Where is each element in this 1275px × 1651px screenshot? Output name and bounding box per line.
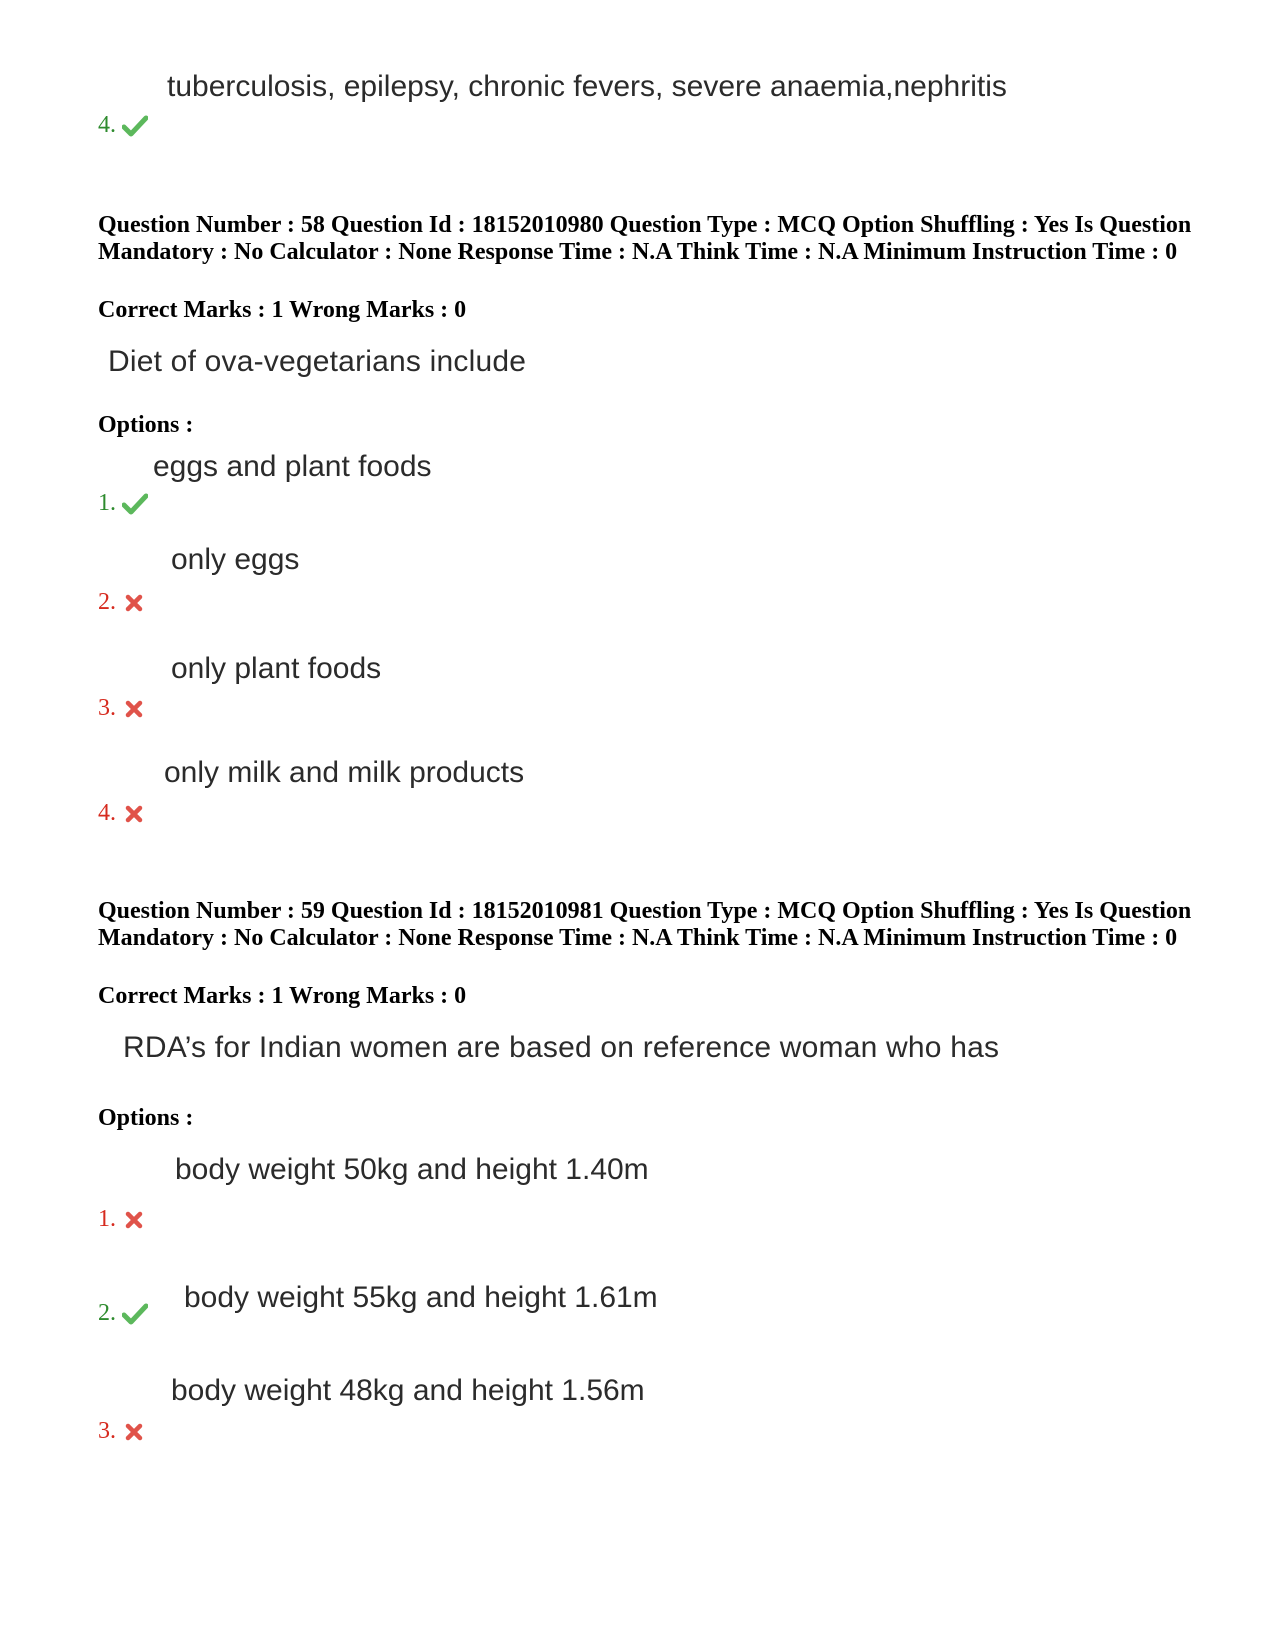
option-number: 1. — [98, 490, 116, 516]
question-meta: Question Number : 58 Question Id : 18152010980 Question Type : MCQ Option Shuffling : Yes Is Question Mandatory : No Calculator : None Response Time : N.A Think Time : N.A Minimum Instruction Time : 0 — [98, 212, 1192, 265]
option-number-wrong — [98, 695, 148, 722]
option-text: only eggs — [171, 543, 300, 576]
option-text: body weight 48kg and height 1.56m — [171, 1374, 645, 1407]
question-text: RDA’s for Indian women are based on reference woman who has — [123, 1031, 1000, 1064]
question-meta: Question Number : 59 Question Id : 18152010981 Question Type : MCQ Option Shuffling : Yes Is Question Mandatory : No Calculator : None Response Time : N.A Think Time : N.A Minimum Instruction Time : 0 — [98, 898, 1192, 951]
question-marks: Correct Marks : 1 Wrong Marks : 0 — [98, 983, 467, 1009]
option-text: only plant foods — [171, 652, 382, 685]
cross-icon — [122, 1421, 148, 1443]
option-number: 1. — [98, 1206, 116, 1232]
option-number-wrong — [98, 1418, 148, 1445]
options-label: Options : — [98, 1105, 194, 1131]
check-icon — [122, 493, 148, 515]
cross-icon — [122, 592, 148, 614]
option-number-correct — [98, 1300, 148, 1327]
option-text: eggs and plant foods — [153, 450, 432, 483]
cross-icon — [122, 1209, 148, 1231]
check-icon — [122, 115, 148, 137]
cross-icon — [122, 698, 148, 720]
option-number: 3. — [98, 1418, 116, 1444]
option-number-wrong — [98, 1206, 148, 1233]
option-text: body weight 50kg and height 1.40m — [175, 1153, 649, 1186]
check-icon — [122, 1303, 148, 1325]
option-number: 4. — [98, 800, 116, 826]
option-number-wrong — [98, 589, 148, 616]
option-number: 2. — [98, 589, 116, 615]
option-text: body weight 55kg and height 1.61m — [184, 1281, 658, 1314]
question-marks: Correct Marks : 1 Wrong Marks : 0 — [98, 297, 467, 323]
question-text: Diet of ova-vegetarians include — [108, 345, 527, 378]
option-number-correct — [98, 490, 148, 517]
option-number: 4. — [98, 112, 116, 138]
option-number: 2. — [98, 1300, 116, 1326]
option-number-correct — [98, 112, 148, 139]
option-text: tuberculosis, epilepsy, chronic fevers, severe anaemia,nephritis — [167, 70, 1007, 103]
options-label: Options : — [98, 412, 194, 438]
option-number: 3. — [98, 695, 116, 721]
option-text: only milk and milk products — [164, 756, 525, 789]
cross-icon — [122, 803, 148, 825]
option-number-wrong — [98, 800, 148, 827]
